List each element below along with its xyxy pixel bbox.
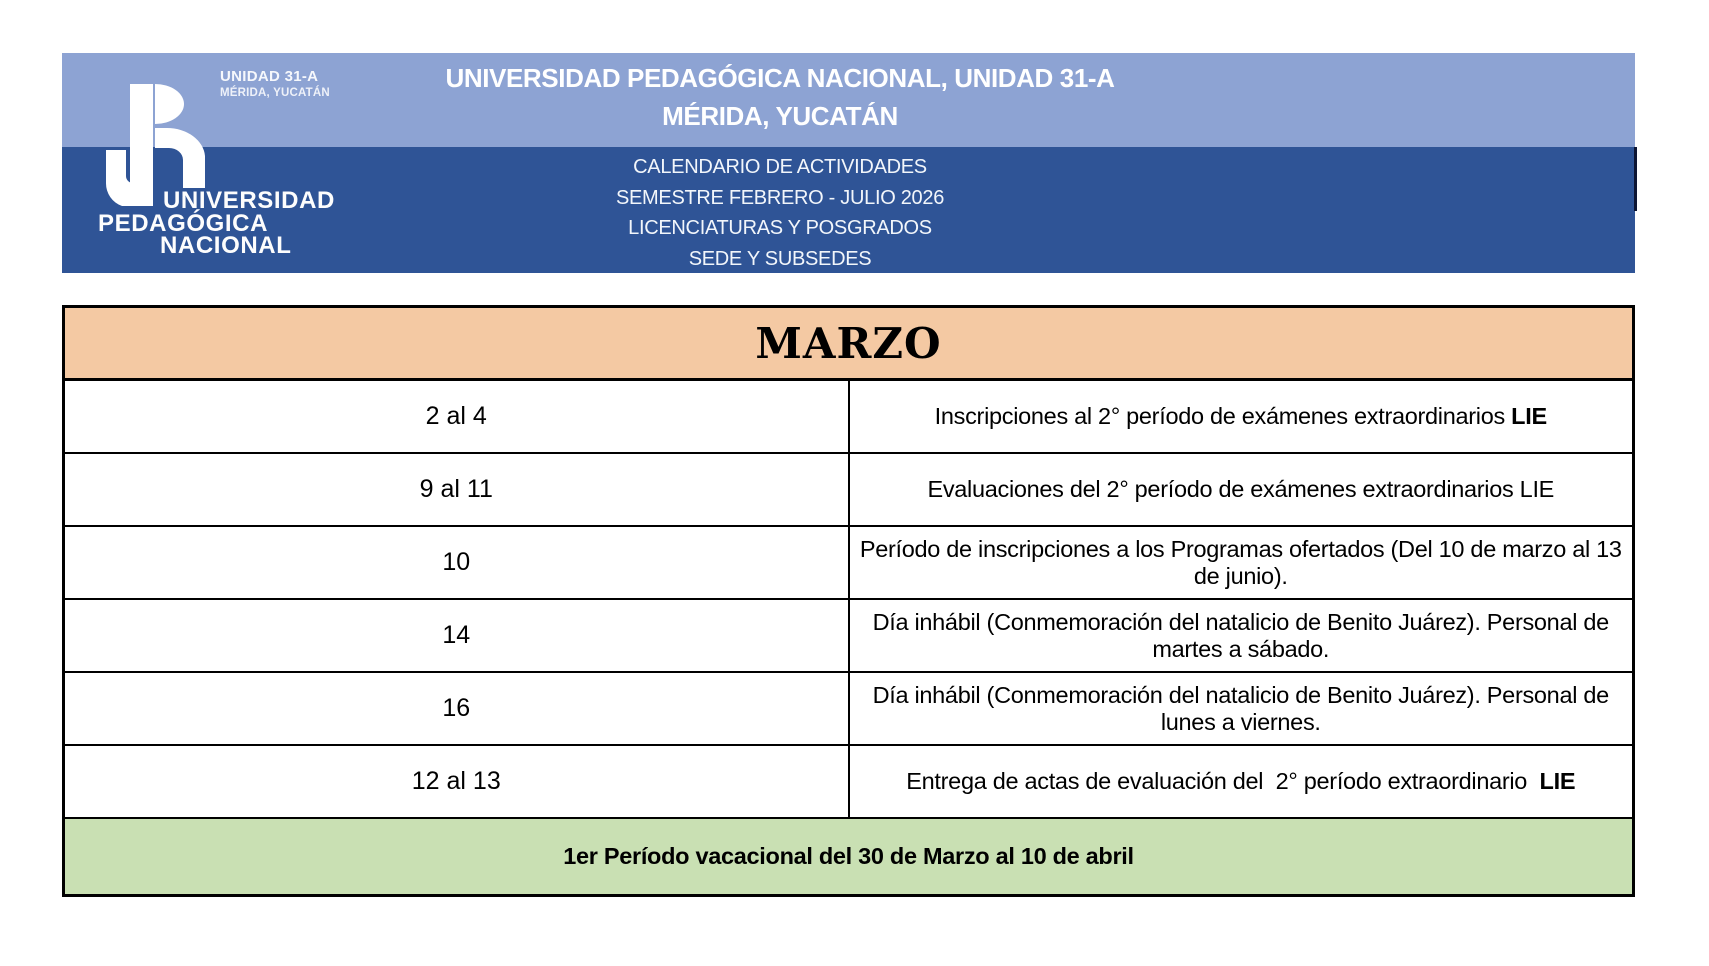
row-date: 10 <box>64 526 849 599</box>
header-subtitle-block <box>62 152 1498 274</box>
table-row <box>64 453 1634 526</box>
activity-bold-suffix: LIE <box>1511 403 1547 429</box>
activity-text: Evaluaciones del 2° período de exámenes extraordinarios LIE <box>927 476 1555 502</box>
header-title-line2: MÉRIDA, YUCATÁN <box>662 101 898 131</box>
activity-text: Inscripciones al 2° período de exámenes extraordinarios <box>934 403 1512 429</box>
activity-bold-suffix: LIE <box>1539 768 1576 794</box>
header-subtitle-line2: SEMESTRE FEBRERO - JULIO 2026 <box>615 186 945 209</box>
activity-text: Entrega de actas de evaluación del 2° período extraordinario <box>906 768 1540 794</box>
activity-text: Día inhábil (Conmemoración del natalicio de Benito Juárez). Personal de martes a sábado. <box>872 608 1616 662</box>
row-date: 2 al 4 <box>64 380 849 454</box>
row-activity <box>849 599 1634 672</box>
header-title-block <box>62 59 1498 135</box>
logo-name-universidad: UNIVERSIDAD <box>163 187 335 214</box>
table-row <box>64 745 1634 818</box>
row-date: 16 <box>64 672 849 745</box>
row-activity <box>849 672 1634 745</box>
activity-text: Período de inscripciones a los Programas ofertados (Del 10 de marzo al 13 de junio). <box>859 535 1628 589</box>
table-row <box>64 672 1634 745</box>
header-subtitle-line3: LICENCIATURAS Y POSGRADOS <box>628 217 932 239</box>
row-activity <box>849 380 1634 454</box>
header-edge-line <box>1634 147 1637 211</box>
header-subtitle-line1: CALENDARIO DE ACTIVIDADES <box>633 156 927 178</box>
document-header <box>62 53 1635 273</box>
vacation-row <box>64 818 1634 896</box>
row-activity <box>849 526 1634 599</box>
vacation-note: 1er Período vacacional del 30 de Marzo al 10 de abril <box>64 818 1634 896</box>
table-row <box>64 380 1634 454</box>
header-subtitle-line4: SEDE Y SUBSEDES <box>688 247 872 270</box>
table-row <box>64 526 1634 599</box>
month-title: MARZO <box>64 307 1634 380</box>
table-row <box>64 599 1634 672</box>
logo-unit-label: UNIDAD 31-A <box>220 68 319 85</box>
row-date: 12 al 13 <box>64 745 849 818</box>
logo-name-nacional: NACIONAL <box>160 232 292 259</box>
row-activity <box>849 745 1634 818</box>
logo-unit-sublabel: MÉRIDA, YUCATÁN <box>220 87 330 99</box>
month-header-row <box>64 307 1634 380</box>
header-title-line1: UNIVERSIDAD PEDAGÓGICA NACIONAL, UNIDAD 31-A <box>445 63 1115 93</box>
logo-name-pedagogica: PEDAGÓGICA <box>98 210 269 237</box>
march-calendar-table <box>62 305 1635 897</box>
row-date: 9 al 11 <box>64 453 849 526</box>
row-date: 14 <box>64 599 849 672</box>
row-activity <box>849 453 1634 526</box>
activity-text: Día inhábil (Conmemoración del natalicio de Benito Juárez). Personal de lunes a viernes. <box>872 681 1616 735</box>
